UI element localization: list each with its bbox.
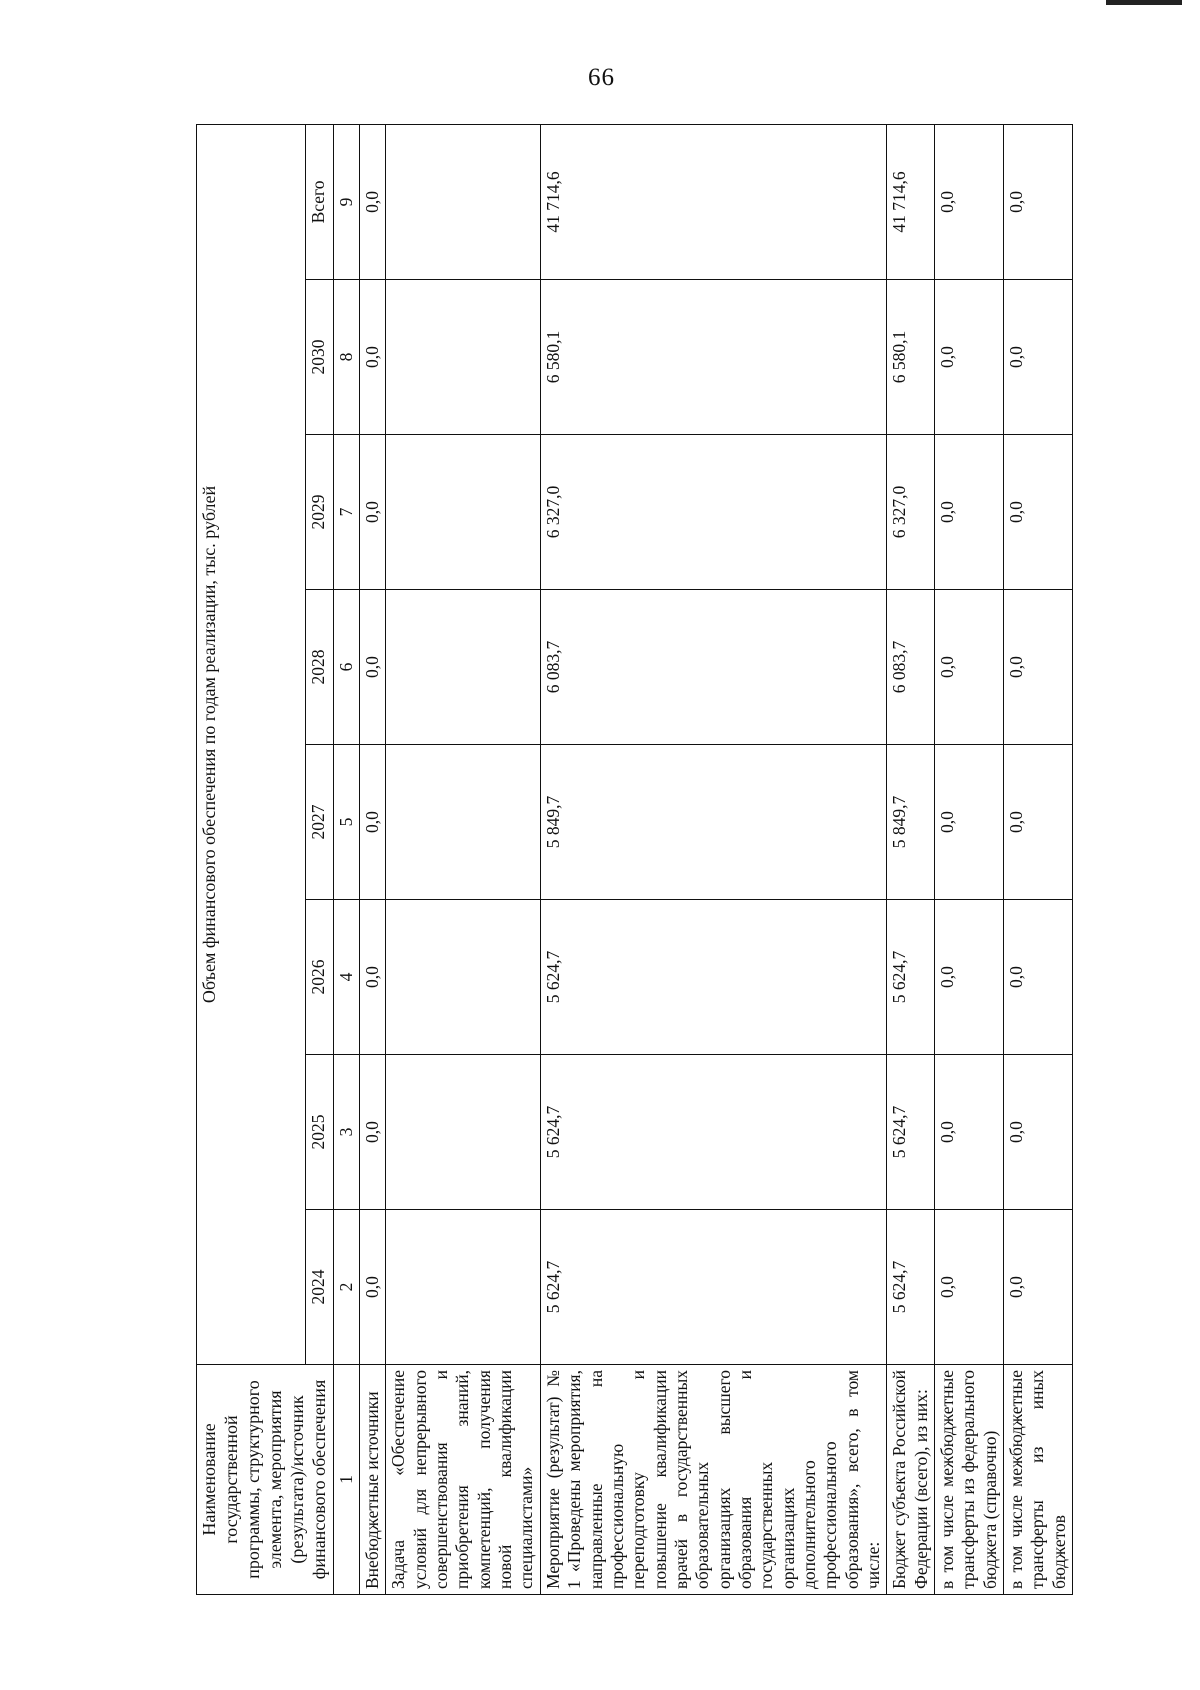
value-cell: [386, 590, 540, 745]
row-name: в том числе межбюджетные трансферты из иных бюджетов: [1004, 1365, 1073, 1595]
value-cell: [386, 1055, 540, 1210]
value-cell: 6 580,1: [887, 280, 935, 435]
year-header-2025: 2025: [306, 1055, 333, 1210]
value-cell: [386, 900, 540, 1055]
table-row-other-transfers: [1004, 124, 1073, 1594]
table-row-task: [386, 124, 540, 1594]
value-cell: 5 624,7: [540, 1210, 887, 1365]
value-cell: 0,0: [935, 280, 1004, 435]
row-name: Бюджет субъекта Российской Федерации (всего), из них:: [887, 1365, 935, 1595]
column-number-row: [333, 124, 359, 1594]
value-cell: 0,0: [935, 590, 1004, 745]
value-cell: [386, 745, 540, 900]
financing-table: [196, 124, 1073, 1595]
value-cell: 0,0: [1004, 1055, 1073, 1210]
rotated-table-container: [196, 125, 1076, 1595]
column-number: 1: [333, 1365, 359, 1595]
value-cell: [386, 435, 540, 590]
year-header-2030: 2030: [306, 280, 333, 435]
value-cell: 0,0: [1004, 745, 1073, 900]
value-cell: 0,0: [360, 124, 386, 279]
column-number: 4: [333, 900, 359, 1055]
value-cell: 6 083,7: [887, 590, 935, 745]
value-cell: 0,0: [360, 900, 386, 1055]
value-cell: 5 849,7: [887, 745, 935, 900]
table-row-federal-transfers: [935, 124, 1004, 1594]
value-cell: 5 624,7: [887, 900, 935, 1055]
year-header-total: Всего: [306, 124, 333, 279]
value-cell: 0,0: [935, 900, 1004, 1055]
value-cell: 5 624,7: [540, 900, 887, 1055]
year-header-2029: 2029: [306, 435, 333, 590]
value-cell: 0,0: [360, 590, 386, 745]
column-number: 3: [333, 1055, 359, 1210]
value-cell: 5 849,7: [540, 745, 887, 900]
value-cell: 0,0: [935, 435, 1004, 590]
column-number: 5: [333, 745, 359, 900]
value-cell: 0,0: [1004, 590, 1073, 745]
value-cell: [386, 1210, 540, 1365]
financing-volume-header: Объем финансового обеспечения по годам реализации, тыс. рублей: [197, 124, 306, 1364]
value-cell: 6 327,0: [540, 435, 887, 590]
value-cell: 5 624,7: [540, 1055, 887, 1210]
page-number: 66: [588, 64, 615, 91]
year-header-2024: 2024: [306, 1210, 333, 1365]
value-cell: [386, 124, 540, 279]
year-header-2028: 2028: [306, 590, 333, 745]
value-cell: 6 083,7: [540, 590, 887, 745]
value-cell: 0,0: [360, 1210, 386, 1365]
scan-edge-rule: [1106, 0, 1182, 5]
value-cell: 0,0: [935, 124, 1004, 279]
value-cell: 5 624,7: [887, 1210, 935, 1365]
value-cell: 0,0: [1004, 280, 1073, 435]
value-cell: 0,0: [1004, 435, 1073, 590]
row-name: Задача «Обеспечение условий для непрерывного совершенствования и приобретения знаний, компетенций, получения новой квалификации специалистами»: [386, 1365, 540, 1595]
table-row-measure: [540, 124, 887, 1594]
table-header-row: [197, 124, 306, 1594]
value-cell: 6 327,0: [887, 435, 935, 590]
year-header-2026: 2026: [306, 900, 333, 1055]
value-cell: 0,0: [360, 745, 386, 900]
column-number: 7: [333, 435, 359, 590]
value-cell: 0,0: [360, 1055, 386, 1210]
column-number: 8: [333, 280, 359, 435]
value-cell: 0,0: [935, 1055, 1004, 1210]
value-cell: 0,0: [360, 435, 386, 590]
column-number: 6: [333, 590, 359, 745]
value-cell: 6 580,1: [540, 280, 887, 435]
column-number: 9: [333, 124, 359, 279]
value-cell: 0,0: [1004, 124, 1073, 279]
table-row-regional-budget: [887, 124, 935, 1594]
row-name: в том числе межбюджетные трансферты из федерального бюджета (справочно): [935, 1365, 1004, 1595]
table-row-extrabudgetary: [360, 124, 386, 1594]
year-header-2027: 2027: [306, 745, 333, 900]
value-cell: 0,0: [935, 745, 1004, 900]
value-cell: 0,0: [1004, 1210, 1073, 1365]
value-cell: 41 714,6: [540, 124, 887, 279]
value-cell: [386, 280, 540, 435]
column-number: 2: [333, 1210, 359, 1365]
value-cell: 0,0: [935, 1210, 1004, 1365]
value-cell: 0,0: [360, 280, 386, 435]
name-column-header: Наименование государственной программы, структурного элемента, мероприятия (результата)/источник финансового обеспечения: [197, 1365, 334, 1595]
row-name: Мероприятие (результат) № 1 «Проведены мероприятия, направленные на профессиональную переподготовку и повышение квалификации врачей в государственных образовательных организациях высшего образования и государственных организациях дополнительного профессионального образования», всего, в том числе:: [540, 1365, 887, 1595]
value-cell: 5 624,7: [887, 1055, 935, 1210]
value-cell: 41 714,6: [887, 124, 935, 279]
value-cell: 0,0: [1004, 900, 1073, 1055]
row-name: Внебюджетные источники: [360, 1365, 386, 1595]
